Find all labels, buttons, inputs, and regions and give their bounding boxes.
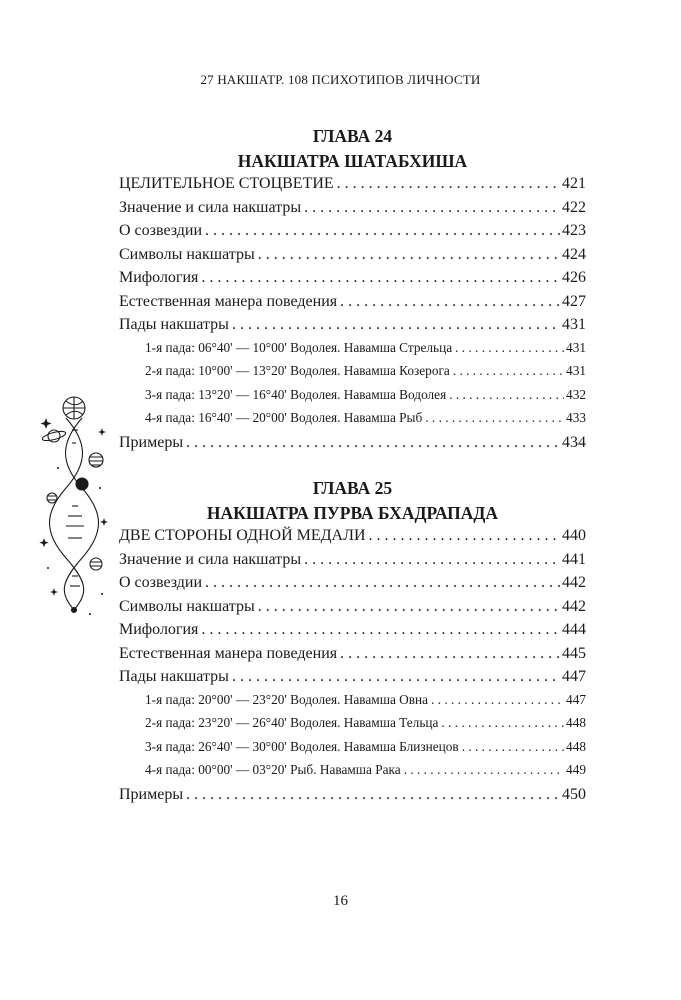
toc-entry-page: 449 (566, 762, 586, 777)
toc-subentry[interactable] (119, 410, 586, 434)
toc-entry[interactable] (119, 175, 586, 199)
leader-dots (340, 293, 560, 311)
chapter-number: ГЛАВА 24 (312, 126, 393, 146)
toc-subentry[interactable] (119, 340, 586, 364)
leader-dots (186, 786, 560, 804)
leader-dots (232, 668, 560, 686)
toc-entry-page: 450 (562, 785, 586, 803)
toc-entry[interactable] (119, 246, 586, 270)
leader-dots (449, 387, 564, 403)
toc-entry-label: Естественная манера поведения (119, 644, 338, 662)
toc-entry-label: 1-я пада: 06°40' — 10°00' Водолея. Навамша Стрельца (145, 339, 453, 355)
toc-entry[interactable] (119, 645, 586, 669)
toc-entry-page: 421 (562, 175, 586, 192)
toc-entry[interactable] (119, 222, 586, 246)
toc-entry-label: 3-я пада: 26°40' — 30°00' Водолея. Навамша Близнецов (145, 738, 459, 754)
leader-dots (232, 316, 560, 334)
leader-dots (453, 363, 564, 379)
leader-dots (455, 340, 564, 356)
toc-entry-label: 2-я пада: 23°20' — 26°40' Водолея. Навамша Тельца (145, 715, 439, 730)
toc-entry-page: 448 (566, 715, 586, 730)
toc-entry-label: 3-я пада: 13°20' — 16°40' Водолея. Навамша Водолея (145, 386, 447, 402)
page-number: 16 (333, 893, 348, 909)
toc-entry-page: 431 (562, 316, 586, 333)
toc-entry[interactable] (119, 293, 586, 317)
toc-list (119, 527, 586, 809)
toc-entry-page: 444 (562, 621, 586, 638)
toc-entry-page: 448 (566, 738, 586, 754)
toc-entry[interactable] (119, 199, 586, 223)
leader-dots (258, 598, 560, 616)
leader-dots (205, 574, 560, 592)
toc-entry-label: 4-я пада: 16°40' — 20°00' Водолея. Навамша Рыб (145, 410, 423, 425)
toc-subentry[interactable] (119, 363, 586, 387)
leader-dots (431, 692, 564, 708)
toc-entry-label: Значение и сила накшатры (119, 550, 302, 568)
chapter-title: НАКШАТРА ШАТАБХИША (237, 151, 468, 171)
toc-entry[interactable] (119, 668, 586, 692)
leader-dots (337, 175, 560, 193)
toc-entry[interactable] (119, 434, 586, 458)
leader-dots (340, 645, 560, 663)
toc-entry-label: Мифология (119, 621, 199, 638)
toc-entry-label: ЦЕЛИТЕЛЬНОЕ СТОЦВЕТИЕ (119, 175, 334, 192)
toc-entry-label: Примеры (119, 785, 184, 803)
leader-dots (201, 621, 560, 639)
toc-entry-page: 445 (562, 644, 586, 662)
toc-list (119, 175, 586, 457)
toc-entry-page: 440 (562, 527, 586, 544)
toc-entry-page: 442 (562, 597, 586, 615)
toc-entry-page: 431 (566, 339, 586, 355)
leader-dots (205, 222, 560, 240)
toc-subentry[interactable] (119, 715, 586, 739)
toc-entry-page: 424 (562, 245, 586, 263)
toc-subentry[interactable] (119, 692, 586, 716)
toc-entry-label: Естественная манера поведения (119, 292, 338, 310)
toc-entry-label: 2-я пада: 10°00' — 13°20' Водолея. Навамша Козерога (145, 363, 450, 378)
chapter-title: НАКШАТРА ПУРВА БХАДРАПАДА (206, 503, 499, 523)
toc-entry[interactable] (119, 316, 586, 340)
toc-entry-label: О созвездии (119, 222, 203, 239)
toc-entry-label: Пады накшатры (119, 668, 229, 685)
toc-entry-page: 442 (562, 574, 586, 591)
toc-entry-page: 441 (562, 550, 586, 568)
chapter-25 (119, 476, 586, 809)
leader-dots (304, 199, 560, 217)
leader-dots (201, 269, 560, 287)
toc-entry-page: 426 (562, 269, 586, 286)
leader-dots (404, 762, 564, 778)
toc-entry-label: Пады накшатры (119, 316, 229, 333)
toc-entry-page: 431 (566, 363, 586, 378)
toc-entry-label: 1-я пада: 20°00' — 23°20' Водолея. Навамша Овна (145, 691, 429, 707)
toc-entry[interactable] (119, 574, 586, 598)
toc-subentry[interactable] (119, 387, 586, 411)
leader-dots (304, 551, 560, 569)
chapter-number: ГЛАВА 25 (312, 478, 393, 498)
toc-entry-page: 432 (566, 386, 586, 402)
toc-entry-label: 4-я пада: 00°00' — 03°20' Рыб. Навамша Рака (145, 762, 401, 777)
toc-entry-page: 433 (566, 410, 586, 425)
dna-helix-planets-icon (36, 388, 112, 624)
toc-subentry[interactable] (119, 739, 586, 763)
leader-dots (186, 434, 560, 452)
toc-entry-label: О созвездии (119, 574, 203, 591)
toc-entry-page: 447 (566, 691, 586, 707)
toc-entry[interactable] (119, 269, 586, 293)
toc-entry-label: Мифология (119, 269, 199, 286)
toc-entry-label: ДВЕ СТОРОНЫ ОДНОЙ МЕДАЛИ (119, 527, 366, 544)
leader-dots (258, 246, 560, 264)
toc-entry[interactable] (119, 786, 586, 810)
toc-entry[interactable] (119, 551, 586, 575)
toc-entry[interactable] (119, 598, 586, 622)
leader-dots (462, 739, 564, 755)
toc-entry-page: 423 (562, 222, 586, 239)
toc-entry-label: Символы накшатры (119, 597, 255, 615)
toc-entry-label: Символы накшатры (119, 245, 255, 263)
toc-entry-label: Примеры (119, 433, 184, 451)
leader-dots (425, 410, 564, 426)
toc-entry-page: 422 (562, 198, 586, 216)
toc-entry-page: 447 (562, 668, 586, 685)
chapter-24 (119, 124, 586, 457)
toc-subentry[interactable] (119, 762, 586, 786)
leader-dots (441, 715, 564, 731)
running-head: 27 НАКШАТР. 108 ПСИХОТИПОВ ЛИЧНОСТИ (200, 72, 481, 87)
leader-dots (369, 527, 560, 545)
toc-entry[interactable] (119, 621, 586, 645)
toc-entry-label: Значение и сила накшатры (119, 198, 302, 216)
toc-entry[interactable] (119, 527, 586, 551)
toc-entry-page: 434 (562, 433, 586, 451)
toc-entry-page: 427 (562, 292, 586, 310)
